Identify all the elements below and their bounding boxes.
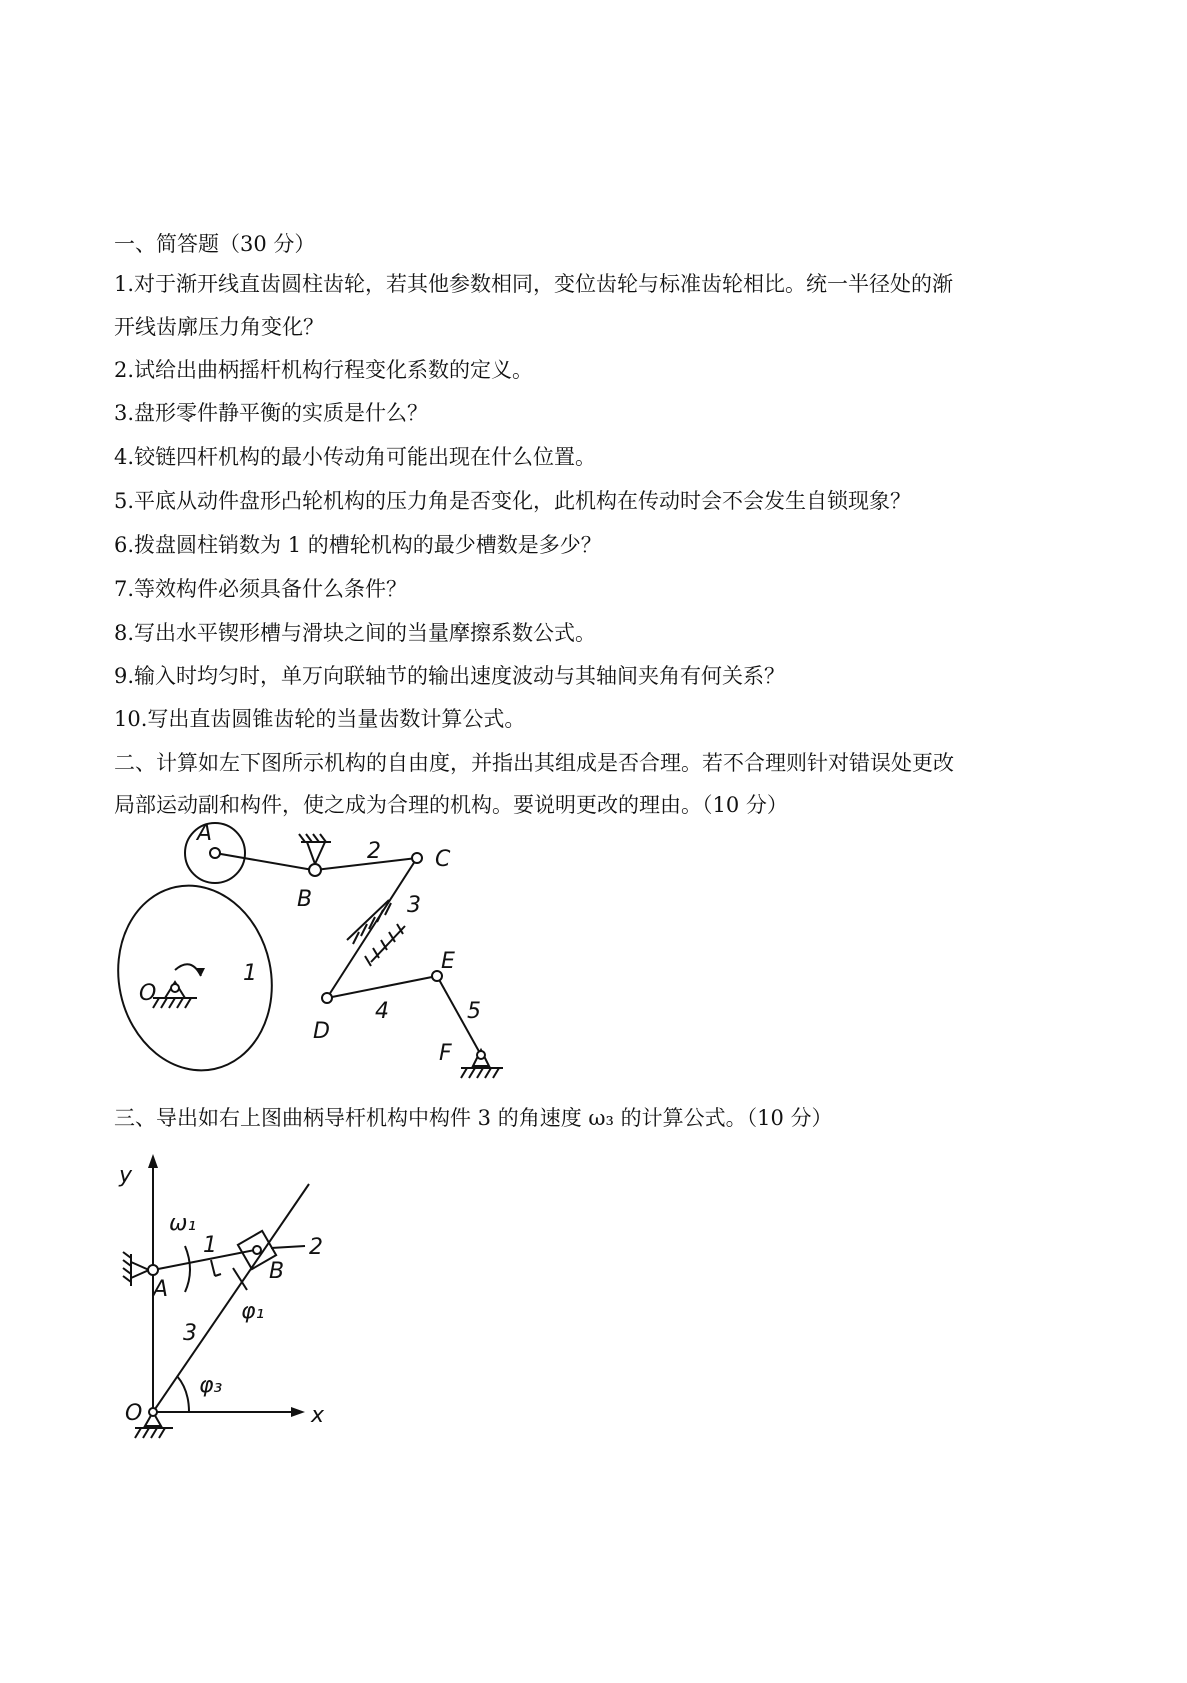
link-ab (215, 853, 313, 870)
mechanism-figure-dof (105, 808, 525, 1093)
label-5: 5 (467, 999, 481, 1024)
question-2: 2.试给出曲柄摇杆机构行程变化系数的定义。 (114, 358, 534, 382)
wheel-1-ellipse (105, 871, 289, 1085)
question-8: 8.写出水平锲形槽与滑块之间的当量摩擦系数公式。 (114, 621, 597, 645)
section-3-line: 三、导出如右上图曲柄导杆机构中构件 3 的角速度 ω₃ 的计算公式。（10 分） (114, 1106, 833, 1130)
label-a: A (197, 821, 213, 846)
label-2: 2 (367, 839, 381, 864)
label-3: 3 (183, 1321, 197, 1346)
question-1-line-2: 开线齿廓压力角变化？ (114, 315, 324, 339)
label-f: F (439, 1041, 452, 1066)
label-b: B (297, 887, 313, 912)
joint-b (309, 864, 321, 876)
label-a: A (153, 1277, 169, 1302)
mechanism-figure-crank-guide (115, 1150, 355, 1450)
link-2 (315, 858, 417, 870)
label-d: D (313, 1019, 330, 1044)
label-4: 4 (375, 999, 389, 1024)
x-axis-arrow (291, 1407, 305, 1417)
question-10: 10.写出直齿圆锥齿轮的当量齿数计算公式。 (114, 707, 526, 731)
guide-hatch-upper (347, 900, 391, 944)
question-3: 3.盘形零件静平衡的实质是什么？ (114, 401, 429, 425)
ground-o (153, 998, 197, 1008)
label-3: 3 (407, 893, 421, 918)
label-y: y (119, 1163, 133, 1188)
label-2: 2 (309, 1235, 323, 1260)
label-b: B (269, 1259, 285, 1284)
question-6: 6.拨盘圆柱销数为 1 的槽轮机构的最少槽数是多少？ (114, 533, 602, 557)
right-angle-mark (211, 1260, 221, 1276)
joint-o (149, 1408, 157, 1416)
question-1-line-1: 1.对于渐开线直齿圆柱齿轮，若其他参数相同，变位齿轮与标准齿轮相比。统一半径处的渐 (114, 272, 954, 296)
question-9: 9.输入时均匀时，单万向联轴节的输出速度波动与其轴间夹角有何关系？ (114, 664, 786, 688)
label-x: x (311, 1403, 325, 1428)
label-e: E (441, 949, 455, 974)
joint-o (171, 984, 179, 992)
pivot-b-support (307, 842, 325, 864)
joint-f (477, 1051, 485, 1059)
section-2-line-1: 二、计算如左下图所示机构的自由度，并指出其组成是否合理。若不合理则针对错误处更改 (114, 751, 954, 775)
label-1: 1 (243, 961, 257, 986)
question-7: 7.等效构件必须具备什么条件？ (114, 577, 408, 601)
y-axis-arrow (148, 1154, 158, 1168)
joint-a (148, 1265, 158, 1275)
label-1: 1 (203, 1233, 217, 1258)
ground-a (123, 1252, 131, 1286)
label-o: O (125, 1401, 143, 1426)
ground-f (461, 1068, 503, 1078)
ground-o (135, 1428, 173, 1438)
pivot-a-support (131, 1262, 149, 1278)
ground-b (299, 834, 331, 842)
joint-c (412, 853, 422, 863)
phi3-arc (177, 1376, 189, 1412)
question-5: 5.平底从动件盘形凸轮机构的压力角是否变化，此机构在传动时会不会发生自锁现象？ (114, 489, 912, 513)
section-1-title: 一、简答题（30 分） (114, 232, 316, 256)
joint-d (322, 993, 332, 1003)
label-omega1: ω₁ (169, 1211, 197, 1236)
omega1-arc (185, 1246, 190, 1292)
joint-a (210, 848, 220, 858)
label-phi3: φ₃ (199, 1373, 223, 1398)
label-c: C (435, 847, 451, 872)
label-o: O (139, 981, 157, 1006)
section-2-line-2: 局部运动副和构件，使之成为合理的机构。要说明更改的理由。（10 分） (114, 793, 788, 817)
question-4: 4.铰链四杆机构的最小传动角可能出现在什么位置。 (114, 445, 597, 469)
label-2-leader (271, 1246, 305, 1248)
joint-b (253, 1246, 261, 1254)
link-4 (327, 976, 437, 998)
label-phi1: φ₁ (241, 1299, 265, 1324)
